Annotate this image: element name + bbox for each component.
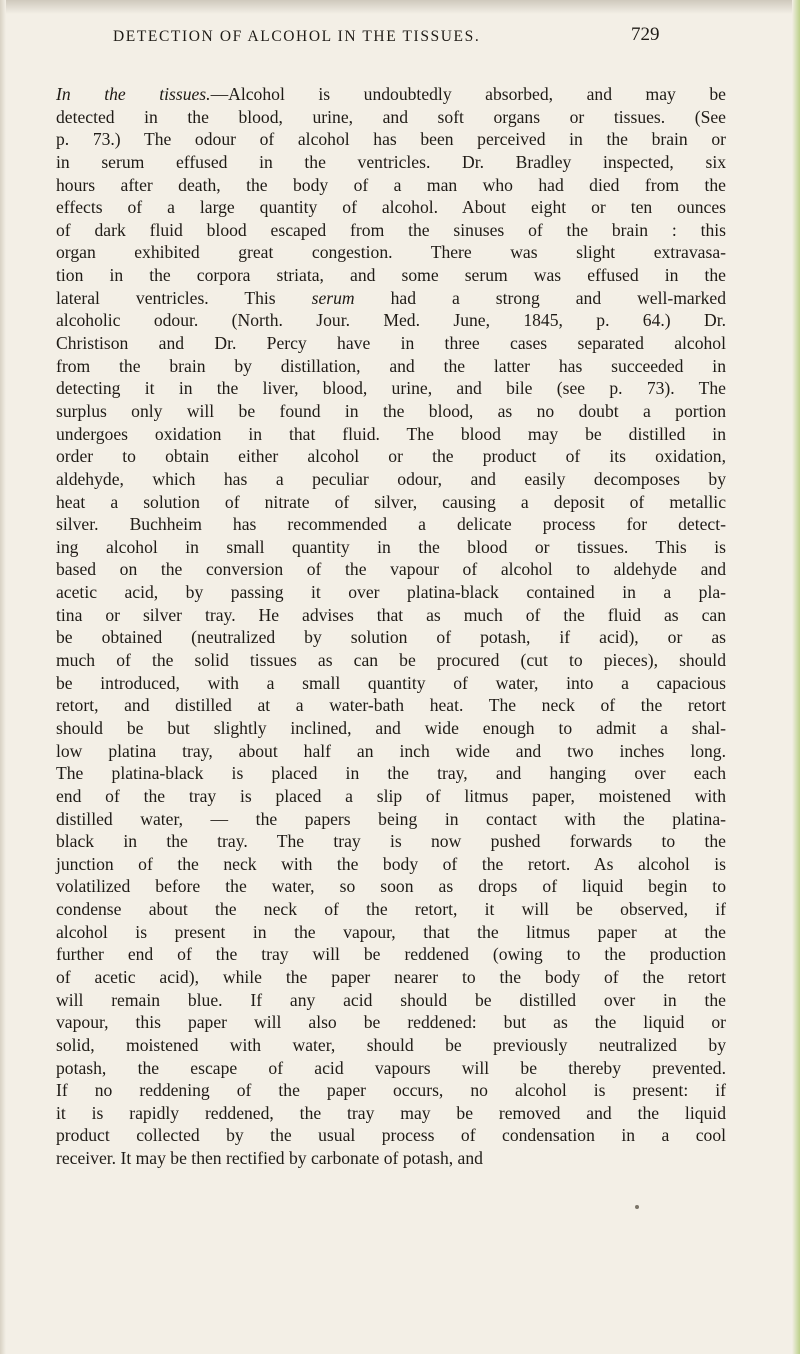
text-line (56, 626, 726, 649)
line-text: potash, the escape of acid vapours will be thereby prevented. (56, 1057, 726, 1078)
text-line (56, 445, 726, 468)
text-line (56, 921, 726, 944)
line-text: from the brain by distillation, and the latter has succeeded in (56, 355, 726, 376)
line-text: of acetic acid), while the paper nearer to the body of the retort (56, 966, 726, 987)
text-line (56, 1057, 726, 1080)
line-text: retort, and distilled at a water-bath heat. The neck of the retort (56, 695, 726, 716)
text-line (56, 196, 726, 219)
line-text: further end of the tray will be reddened (owing to the production (56, 944, 726, 965)
text-line (56, 694, 726, 717)
line-text: vapour, this paper will also be reddened: but as the liquid or (56, 1012, 726, 1033)
line-text: ing alcohol in small quantity in the blood or tissues. This is (56, 536, 726, 557)
line-text: hours after death, the body of a man who had died from the (56, 174, 726, 195)
text-line (56, 513, 726, 536)
line-text: be obtained (neutralized by solution of potash, if acid), or as (56, 627, 726, 648)
text-line (56, 83, 726, 106)
line-text: tina or silver tray. He advises that as much of the fluid as can (56, 604, 726, 625)
line-text: If no reddening of the paper occurs, no alcohol is present: if (56, 1080, 726, 1101)
line-text: Christison and Dr. Percy have in three cases separated alcohol (56, 333, 726, 354)
text-line (56, 1147, 726, 1170)
scan-edge-left (0, 0, 6, 1354)
text-line (56, 241, 726, 264)
line-text: silver. Buchheim has recommended a delicate process for detect- (56, 514, 726, 535)
text-line (56, 1079, 726, 1102)
text-line (56, 332, 726, 355)
line-text: receiver. It may be then rectified by carbonate of potash, and (56, 1148, 483, 1169)
ink-speck (635, 1205, 639, 1209)
line-text: alcohol is present in the vapour, that the litmus paper at the (56, 921, 726, 942)
line-text: based on the conversion of the vapour of alcohol to aldehyde and (56, 559, 726, 580)
page-header (113, 10, 660, 54)
line-text: aldehyde, which has a peculiar odour, and easily decomposes by (56, 468, 726, 489)
line-text: undergoes oxidation in that fluid. The blood may be distilled in (56, 423, 726, 444)
line-text: effects of a large quantity of alcohol. About eight or ten ounces (56, 197, 726, 218)
line-text: should be but slightly inclined, and wide enough to admit a shal- (56, 717, 726, 738)
text-line (56, 219, 726, 242)
line-text: end of the tray is placed a slip of litmus paper, moistened with (56, 785, 726, 806)
text-line (56, 355, 726, 378)
text-line (56, 875, 726, 898)
text-line (56, 377, 726, 400)
text-line (56, 943, 726, 966)
text-line (56, 898, 726, 921)
text-line (56, 1124, 726, 1147)
line-text: lateral ventricles. This (56, 287, 312, 308)
line-text: low platina tray, about half an inch wide and two inches long. (56, 740, 726, 761)
line-text: detected in the blood, urine, and soft organs or tissues. (See (56, 106, 726, 127)
text-line (56, 830, 726, 853)
line-text: heat a solution of nitrate of silver, causing a deposit of metallic (56, 491, 726, 512)
line-text: surplus only will be found in the blood, as no doubt a portion (56, 400, 726, 421)
text-line (56, 740, 726, 763)
line-text: junction of the neck with the body of the retort. As alcohol is (56, 853, 726, 874)
text-line (56, 1102, 726, 1125)
text-line (56, 106, 726, 129)
text-line (56, 309, 726, 332)
line-text: product collected by the usual process of condensation in a cool (56, 1125, 726, 1146)
running-title: DETECTION OF ALCOHOL IN THE TISSUES. (113, 28, 481, 45)
text-line (56, 264, 726, 287)
text-line (56, 491, 726, 514)
line-text: had a strong and well-marked (354, 287, 726, 308)
scan-edge-right (792, 0, 800, 1354)
text-line (56, 717, 726, 740)
text-line (56, 989, 726, 1012)
text-line (56, 174, 726, 197)
line-text: —Alcohol is undoubtedly absorbed, and may be (210, 84, 726, 104)
text-line (56, 558, 726, 581)
text-line (56, 423, 726, 446)
line-text: much of the solid tissues as can be procured (cut to pieces), should (56, 650, 726, 671)
text-line (56, 966, 726, 989)
line-text: volatilized before the water, so soon as drops of liquid begin to (56, 876, 726, 897)
text-line (56, 128, 726, 151)
italic-term: serum (311, 287, 355, 308)
text-line (56, 649, 726, 672)
body-text (56, 83, 726, 1170)
line-text: organ exhibited great congestion. There was slight extravasa- (56, 242, 726, 263)
text-line (56, 581, 726, 604)
text-line (56, 853, 726, 876)
line-text: p. 73.) The odour of alcohol has been perceived in the brain or (56, 129, 726, 150)
line-text: solid, moistened with water, should be previously neutralized by (56, 1034, 726, 1055)
text-line (56, 151, 726, 174)
line-text: condense about the neck of the retort, it will be observed, if (56, 899, 726, 920)
text-line (56, 468, 726, 491)
line-text: in serum effused in the ventricles. Dr. Bradley inspected, six (56, 151, 726, 172)
line-text: acetic acid, by passing it over platina-black contained in a pla- (56, 582, 726, 603)
line-text: of dark fluid blood escaped from the sinuses of the brain : this (56, 219, 726, 240)
text-line (56, 762, 726, 785)
text-line (56, 672, 726, 695)
text-line (56, 536, 726, 559)
line-text: tion in the corpora striata, and some serum was effused in the (56, 265, 726, 286)
text-line (56, 287, 726, 310)
text-line (56, 808, 726, 831)
line-text: detecting it in the liver, blood, urine, and bile (see p. 73). The (56, 378, 726, 399)
line-text: distilled water, — the papers being in contact with the platina- (56, 808, 726, 829)
line-text: order to obtain either alcohol or the product of its oxidation, (56, 446, 726, 467)
line-text: will remain blue. If any acid should be distilled over in the (56, 989, 726, 1010)
line-text: The platina-black is placed in the tray, and hanging over each (56, 763, 726, 784)
section-heading-italic: In the tissues. (56, 84, 211, 104)
text-line (56, 604, 726, 627)
line-text: it is rapidly reddened, the tray may be removed and the liquid (56, 1102, 726, 1123)
text-line (56, 785, 726, 808)
page-number: 729 (631, 24, 660, 45)
line-text: be introduced, with a small quantity of water, into a capacious (56, 672, 726, 693)
text-line (56, 1034, 726, 1057)
text-line (56, 400, 726, 423)
text-line (56, 1011, 726, 1034)
line-text: alcoholic odour. (North. Jour. Med. June, 1845, p. 64.) Dr. (56, 310, 726, 331)
line-text: black in the tray. The tray is now pushed forwards to the (56, 831, 726, 852)
